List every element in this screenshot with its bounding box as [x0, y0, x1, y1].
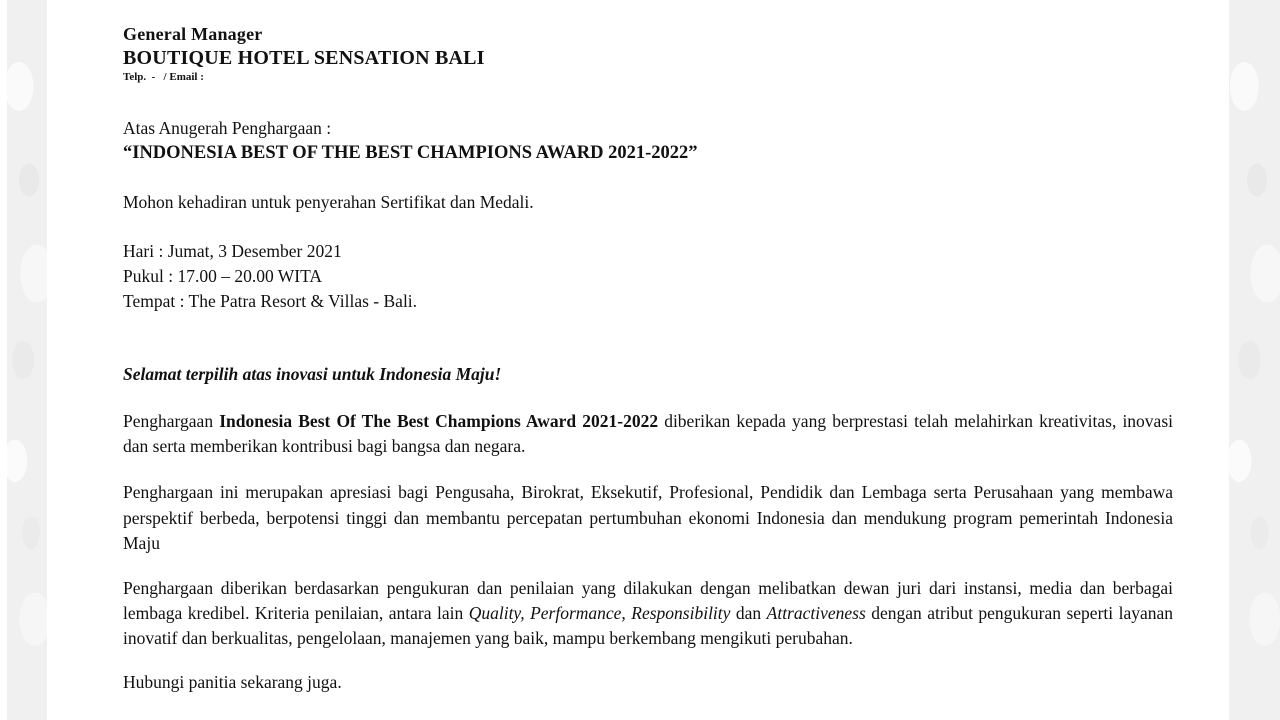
- congratulations-line: Selamat terpilih atas inovasi untuk Indonesia Maju!: [123, 364, 502, 385]
- paragraph-award-given: [123, 409, 1173, 460]
- award-request: Mohon kehadiran untuk penyerahan Sertifikat dan Medali.: [123, 191, 534, 212]
- batik-watermark-right: [1229, 0, 1280, 720]
- paragraph-criteria: [123, 576, 1173, 652]
- paragraph-1-pre: Penghargaan: [123, 410, 220, 431]
- paragraph-3-seg1: Penghargaan diberikan berdasarkan pengukuran dan penilaian yang dilakukan dengan melibatkan dewan juri dari instansi, media dan berbagai lembaga kredibel. Kriteria penilaian, antara lain: [123, 577, 1173, 624]
- paragraph-1-post: diberikan kepada yang berprestasi telah melahirkan kreativitas, inovasi dan serta memberikan kontribusi bagi bangsa dan negara.: [123, 410, 1173, 457]
- event-day: Hari : Jumat, 3 Desember 2021: [123, 241, 342, 262]
- paragraph-3-attractiveness-italic: Attractiveness: [766, 603, 866, 624]
- event-details: [123, 239, 1173, 314]
- recipient-name: BOUTIQUE HOTEL SENSATION BALI: [123, 47, 485, 69]
- paragraph-appreciation: Penghargaan ini merupakan apresiasi bagi Pengusaha, Birokrat, Eksekutif, Profesional, Pendidik dan Lembaga serta Perusahaan yang membawa perspektif berbeda, berpotensi tinggi dan membantu percepatan pertumbuhan ekonomi Indonesia dan mendukung program pemerintah Indonesia Maju: [123, 482, 1173, 554]
- recipient-contact-line: Telp. - / Email :: [123, 71, 204, 83]
- closing-line: Hubungi panitia sekarang juga.: [123, 671, 342, 692]
- recipient-title: General Manager: [123, 24, 263, 44]
- paragraph-1-award-name: Indonesia Best Of The Best Champions Award 2021-2022: [219, 410, 659, 431]
- award-title: “INDONESIA BEST OF THE BEST CHAMPIONS AWARD 2021-2022”: [123, 143, 698, 164]
- event-time: Pukul : 17.00 – 20.00 WITA: [123, 266, 323, 287]
- event-venue: Tempat : The Patra Resort & Villas - Bali.: [123, 291, 418, 312]
- batik-watermark-left: [7, 0, 47, 720]
- paragraph-3-seg3: dengan atribut pengukuran seperti layanan inovatif dan berkualitas, pengelolaan, manajemen yang baik, mampu berkembang mengikuti perubahan.: [123, 603, 1173, 649]
- award-intro: Atas Anugerah Penghargaan :: [123, 118, 332, 138]
- letter-page: [123, 0, 1173, 720]
- paragraph-3-seg2: dan: [730, 603, 767, 624]
- paragraph-3-criteria-italic: Quality, Performance, Responsibility: [468, 603, 731, 624]
